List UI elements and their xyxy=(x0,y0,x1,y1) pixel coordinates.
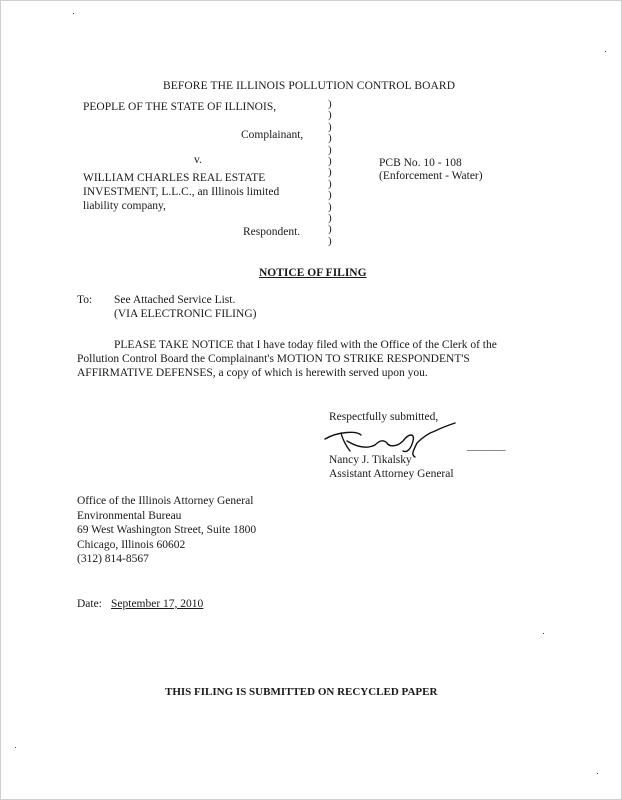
signature-rule: _______ xyxy=(467,440,506,452)
body-line-1: PLEASE TAKE NOTICE that I have today filed with the Office of the Clerk of the xyxy=(114,339,497,351)
office-line: (312) 814-8567 xyxy=(77,553,149,565)
versus-label: v. xyxy=(194,154,202,166)
office-line: Environmental Bureau xyxy=(77,509,182,522)
defendant-line-1: WILLIAM CHARLES REAL ESTATE xyxy=(83,172,266,184)
scan-speck xyxy=(597,773,598,774)
caption-bracket: ) ) ) ) ) ) ) ) ) ) ) ) ) xyxy=(328,98,332,247)
body-line-2: Pollution Control Board the Complainant's MOTION TO STRIKE RESPONDENT'S xyxy=(77,353,470,365)
plaintiff-role: Complainant, xyxy=(241,129,304,141)
recycled-footer: THIS FILING IS SUBMITTED ON RECYCLED PAPER xyxy=(165,686,438,698)
defendant-line-3: liability company, xyxy=(83,200,166,212)
case-number: PCB No. 10 - 108 xyxy=(379,157,462,169)
notice-title: NOTICE OF FILING xyxy=(259,267,367,279)
office-address xyxy=(77,494,256,567)
scan-speck xyxy=(15,747,16,748)
office-line: 69 West Washington Street, Suite 1800 xyxy=(77,524,257,536)
to-line-2: (VIA ELECTRONIC FILING) xyxy=(114,308,257,320)
date-label: Date: xyxy=(77,598,102,610)
scan-speck xyxy=(73,13,74,14)
to-line-1: See Attached Service List. xyxy=(114,294,236,306)
defendant-line-2: INVESTMENT, L.L.C., an Illinois limited xyxy=(83,186,280,198)
scan-speck xyxy=(605,51,606,52)
board-header: BEFORE THE ILLINOIS POLLUTION CONTROL BOARD xyxy=(163,80,456,92)
defendant-role: Respondent. xyxy=(243,226,301,238)
scan-speck xyxy=(543,633,544,634)
body-line-3: AFFIRMATIVE DEFENSES, a copy of which is herewith served upon you. xyxy=(77,367,428,379)
office-line: Chicago, Illinois 60602 xyxy=(77,538,186,551)
office-line: Office of the Illinois Attorney General xyxy=(77,495,254,507)
closing: Respectfully submitted, xyxy=(329,411,439,423)
date-value: September 17, 2010 xyxy=(111,598,204,610)
signer-name: Nancy J. Tikalsky xyxy=(329,454,412,466)
plaintiff-name: PEOPLE OF THE STATE OF ILLINOIS, xyxy=(83,101,277,113)
signer-title: Assistant Attorney General xyxy=(329,468,454,480)
case-type: (Enforcement - Water) xyxy=(379,170,483,182)
to-label: To: xyxy=(77,294,93,306)
